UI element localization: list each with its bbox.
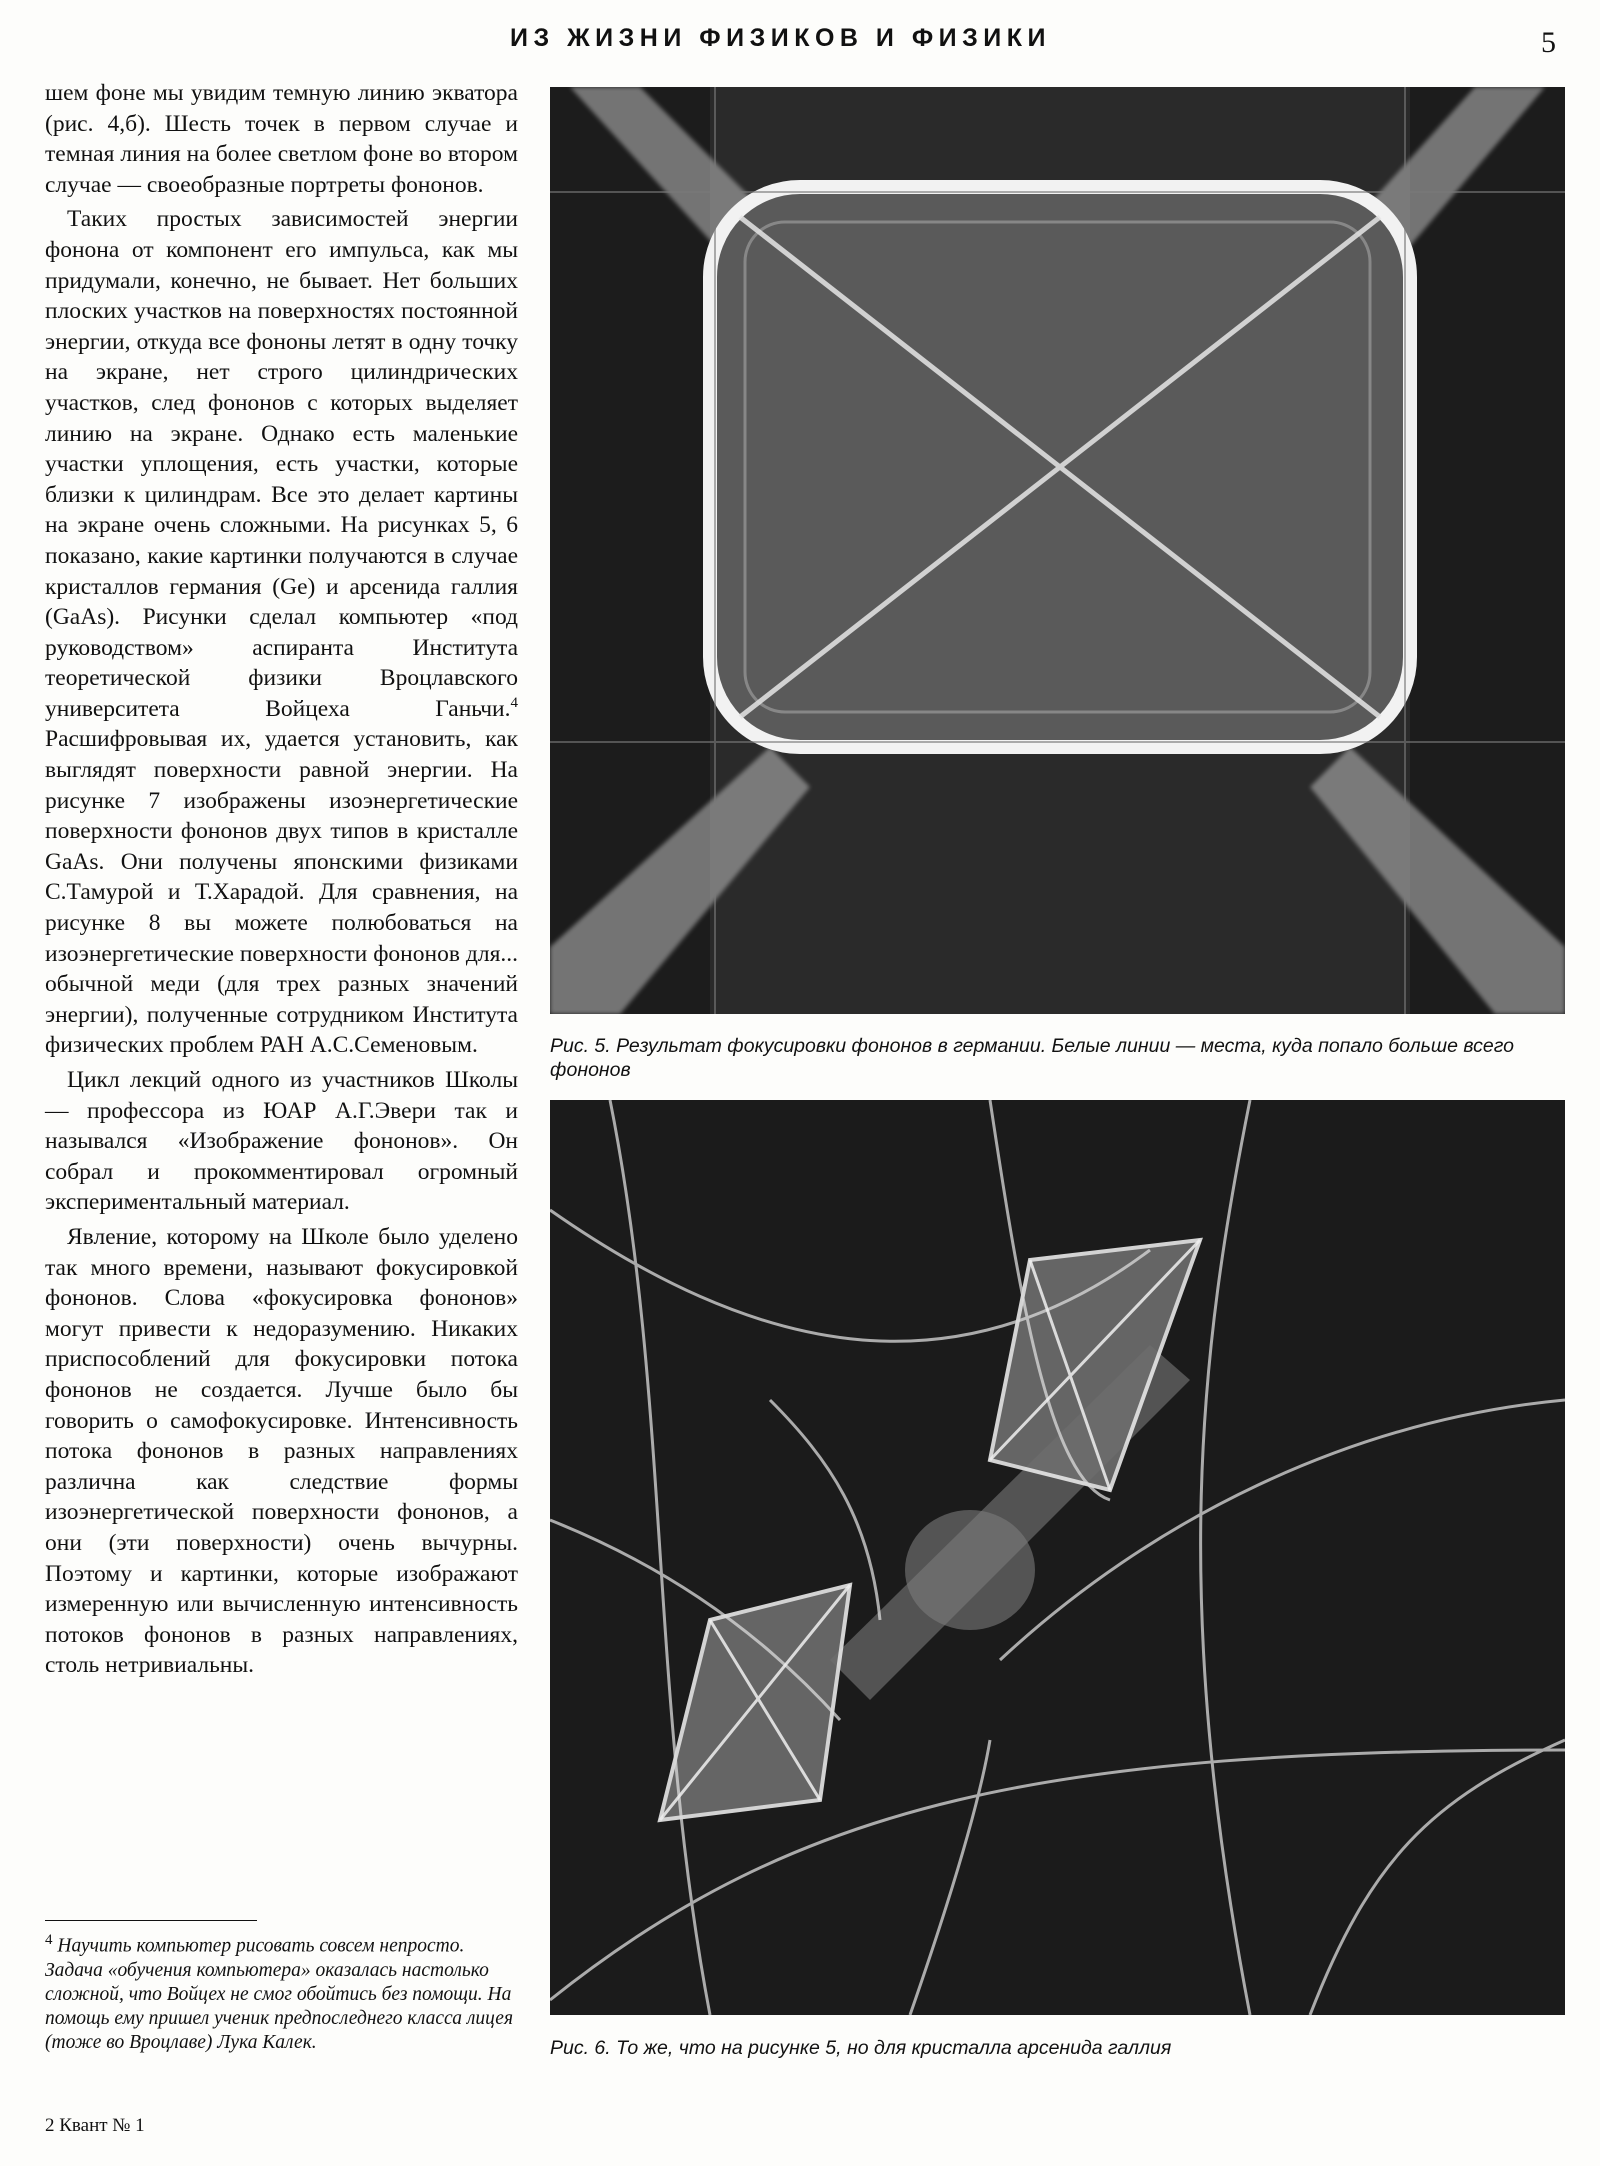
figure-5-image (550, 87, 1565, 1014)
paragraph-2-text: Таких простых зависимостей энергии фонона от компонент его импульса, как мы придумали, конечно, не бывает. Нет больших плоских участков на поверхностях постоянной энергии, откуда все фононы летят в одну точку на экране, нет строго цилиндрических участков, след фононов с которых выделяет линию на экране. Однако есть маленькие участки уплощения, есть участки, которые близки к цилиндрам. Все это делает картины на экране очень сложными. На рисунках 5, 6 показано, какие картинки получаются в случае кристаллов германия (Ge) и арсенида галлия (GaAs). Рисунки сделал компьютер «под руководством» аспиранта Института теоретической физики Вроцлавского университета Войцеха Ганьчи. (45, 206, 518, 722)
footnote-mark: 4 (45, 1932, 53, 1948)
footnote-text: Научить компьютер рисовать совсем непросто. Задача «обучения компьютера» оказалась настолько сложной, что Войцех не смог обойтись без помощи. На помощь ему пришел ученик предпоследнего класса лицея (тоже во Вроцлаве) Лука Калек. (45, 1935, 514, 2053)
paragraph-2 (45, 204, 518, 1061)
article-column (45, 78, 518, 1685)
footnote-ref[interactable]: 4 (510, 695, 518, 712)
paragraph-3: Цикл лекций одного из участников Школы — профессора из ЮАР А.Г.Эвери так и назывался «Изображение фононов». Он собрал и прокомментировал огромный экспериментальный материал. (45, 1067, 518, 1216)
footnote-rule (45, 1920, 257, 1921)
figure-6-drawing (550, 1100, 1565, 2015)
paragraph-4: Явление, которому на Школе было уделено так много времени, называют фокусировкой фононов. Слова «фокусировка фононов» могут привести к недоразумению. Никаких приспособлений для фокусировки потока фононов не создается. Лучше было бы говорить о самофокусировке. Интенсивность потока фононов в разных направлениях различна как следствие формы изоэнергетической поверхности фононов, а они (эти поверхности) очень вычурны. Поэтому и картинки, которые изображают измеренную или вычисленную интенсивность потоков фононов в разных направлениях, столь нетривиальны. (45, 1223, 518, 1679)
running-head: ИЗ ЖИЗНИ ФИЗИКОВ И ФИЗИКИ (510, 24, 1051, 52)
figure-6-caption: Рис. 6. То же, что на рисунке 5, но для кристалла арсенида галлия (550, 2037, 1172, 2059)
page-header (0, 22, 1600, 62)
figure-6-image (550, 1100, 1565, 2015)
footnote (45, 1928, 515, 2055)
page-number: 5 (1541, 26, 1556, 59)
paragraph-1: шем фоне мы увидим темную линию экватора (рис. 4,б). Шесть точек в первом случае и темная линия на более светлом фоне во втором случае — своеобразные портреты фононов. (45, 80, 518, 198)
signature: 2 Квант № 1 (45, 2115, 145, 2136)
figure-5-caption: Рис. 5. Результат фокусировки фононов в германии. Белые линии — места, куда попало больше всего фононов (550, 1035, 1514, 1081)
figure-5-drawing (550, 87, 1565, 1014)
paragraph-2b-text: Расшифровывая их, удается установить, как выглядят поверхности равной энергии. На рисунке 7 изображены изоэнергетические поверхности фононов двух типов в кристалле GaAs. Они получены японскими физиками С.Тамурой и Т.Харадой. Для сравнения, на рисунке 8 вы можете полюбоваться на изоэнергетические поверхности фононов для... обычной меди (для трех разных значений энергии), полученные сотрудником Института физических проблем РАН А.С.Семеновым. (45, 726, 518, 1059)
